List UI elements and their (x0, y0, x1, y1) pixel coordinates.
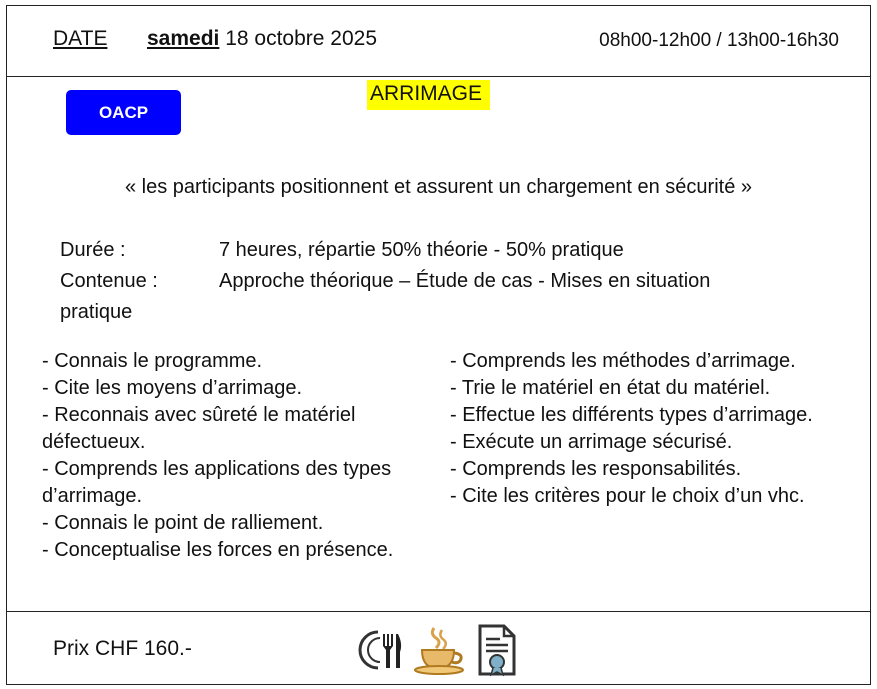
duration-label: Durée : (60, 239, 126, 261)
footer-divider (6, 611, 871, 612)
schedule-hours: 08h00-12h00 / 13h00-16h30 (599, 30, 839, 51)
list-item: - Comprends les responsabilités. (450, 458, 742, 480)
oacp-badge[interactable]: OACP (66, 90, 181, 135)
list-item: - Connais le programme. (42, 350, 263, 372)
day-name: samedi (147, 27, 220, 50)
list-item: - Reconnais avec sûreté le matériel défectueux. (42, 404, 356, 453)
skills-left-list (42, 348, 442, 564)
list-item: - Cite les critères pour le choix d’un vhc. (450, 485, 805, 507)
included-services (358, 622, 523, 678)
list-item: - Connais le point de ralliement. (42, 512, 324, 534)
list-item: - Comprends les méthodes d’arrimage. (450, 350, 796, 372)
content-label: Contenue : (60, 270, 158, 292)
certificate-icon (474, 623, 520, 677)
content-value-continued: pratique (60, 301, 133, 323)
date-text: 18 octobre 2025 (225, 27, 378, 50)
skills-right-list (450, 348, 860, 510)
list-item: - Trie le matériel en état du matériel. (450, 377, 771, 399)
list-item: - Exécute un arrimage sécurisé. (450, 431, 733, 453)
list-item: - Effectue les différents types d’arrimage. (450, 404, 813, 426)
date-value (147, 27, 377, 51)
list-item: - Comprends les applications des types d’arrimage. (42, 458, 392, 507)
meal-icon (358, 626, 406, 674)
course-title: ARRIMAGE (367, 80, 490, 110)
list-item: - Cite les moyens d’arrimage. (42, 377, 303, 399)
duration-value: 7 heures, répartie 50% théorie - 50% pratique (219, 239, 624, 261)
content-value: Approche théorique – Étude de cas - Mises en situation (219, 270, 711, 292)
date-label: DATE (53, 27, 108, 50)
coffee-icon (412, 624, 468, 676)
price: Prix CHF 160.- (53, 637, 192, 660)
header-divider (6, 76, 871, 77)
list-item: - Conceptualise les forces en présence. (42, 539, 394, 561)
course-objective: « les participants positionnent et assurent un chargement en sécurité » (124, 176, 753, 198)
